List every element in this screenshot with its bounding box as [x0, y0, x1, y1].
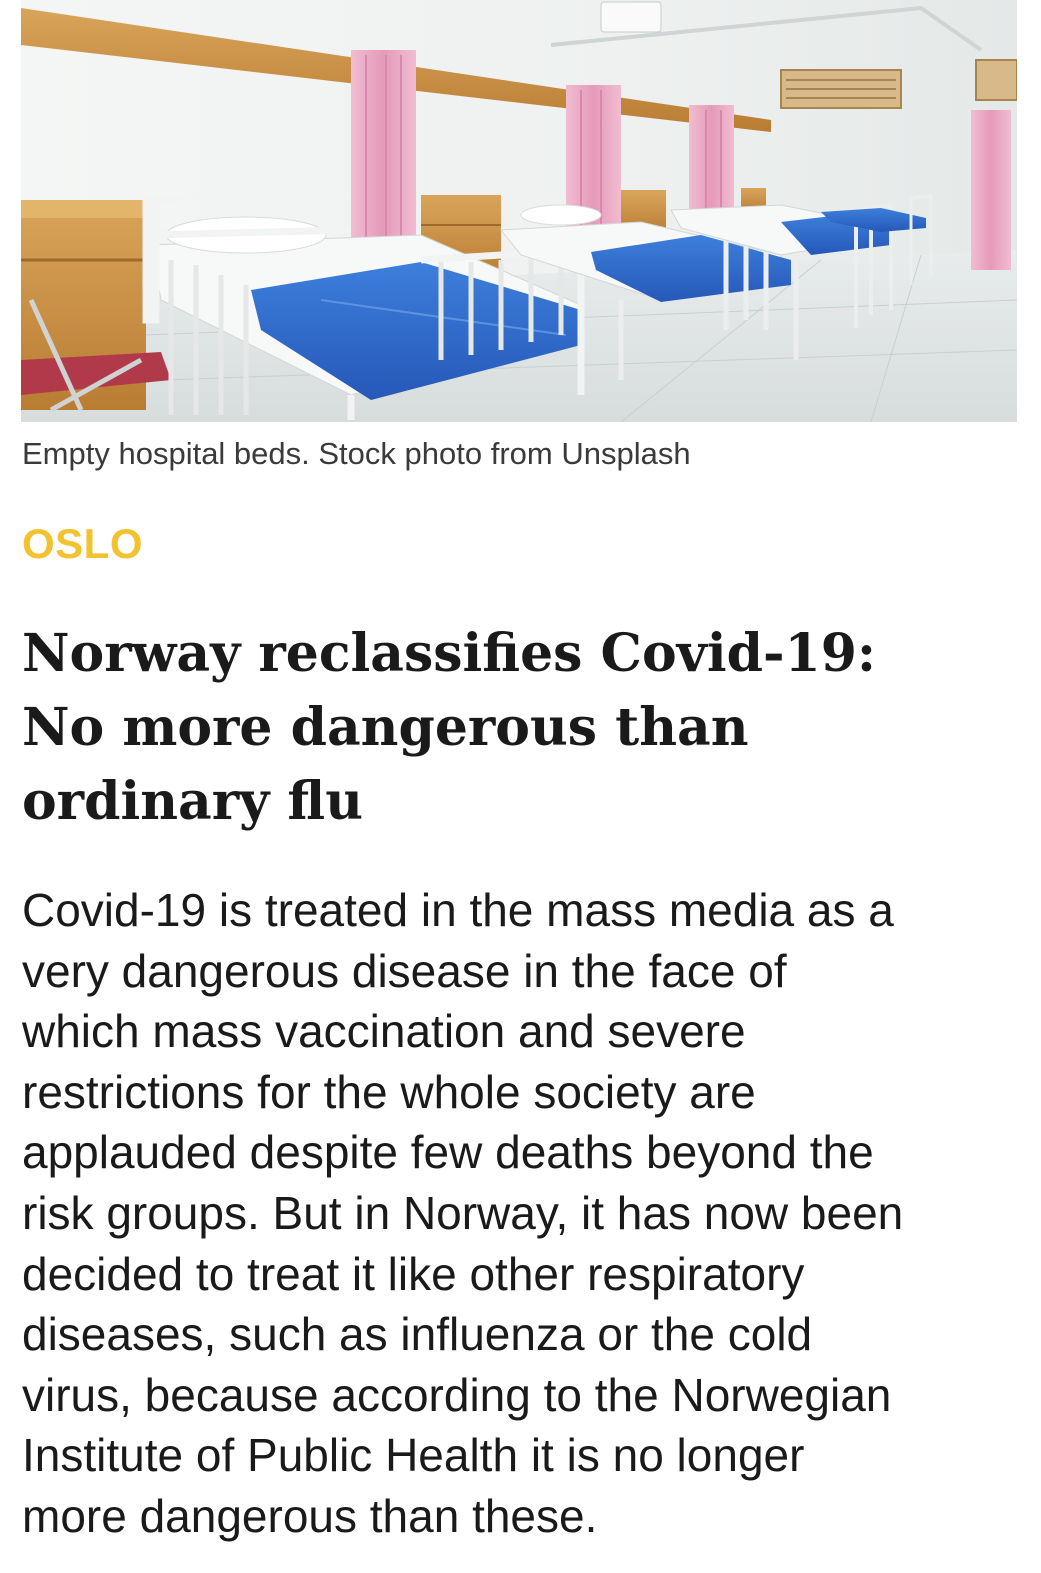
body-line: diseases, such as influenza or the cold — [22, 1308, 813, 1361]
body-line: decided to treat it like other respiratory — [22, 1247, 805, 1300]
body-line: Covid-19 is treated in the mass media as a — [22, 884, 894, 936]
body-line: which mass vaccination and severe — [22, 1005, 746, 1058]
body-line: virus, because according to the Norwegian — [22, 1368, 892, 1421]
body-line: restrictions for the whole society are — [22, 1065, 756, 1118]
hospital-ward-photo — [21, 0, 1017, 422]
body-line: applauded despite few deaths beyond the — [22, 1126, 874, 1179]
headline-line: Norway reclassifies Covid-19: — [22, 623, 877, 684]
article-photo[interactable] — [21, 0, 1017, 422]
article-body — [22, 880, 1022, 1547]
photo-caption: Empty hospital beds. Stock photo from Unsplash — [22, 436, 691, 471]
body-line: risk groups. But in Norway, it has now been — [22, 1186, 904, 1239]
body-line: Institute of Public Health it is no longer — [22, 1429, 805, 1482]
body-line: more dangerous than these. — [22, 1489, 598, 1542]
location-tag[interactable]: OSLO — [22, 520, 144, 567]
headline-line: ordinary flu — [22, 771, 364, 832]
headline-line: No more dangerous than — [22, 697, 749, 758]
body-line: very dangerous disease in the face of — [22, 944, 787, 997]
headline — [22, 617, 1002, 839]
